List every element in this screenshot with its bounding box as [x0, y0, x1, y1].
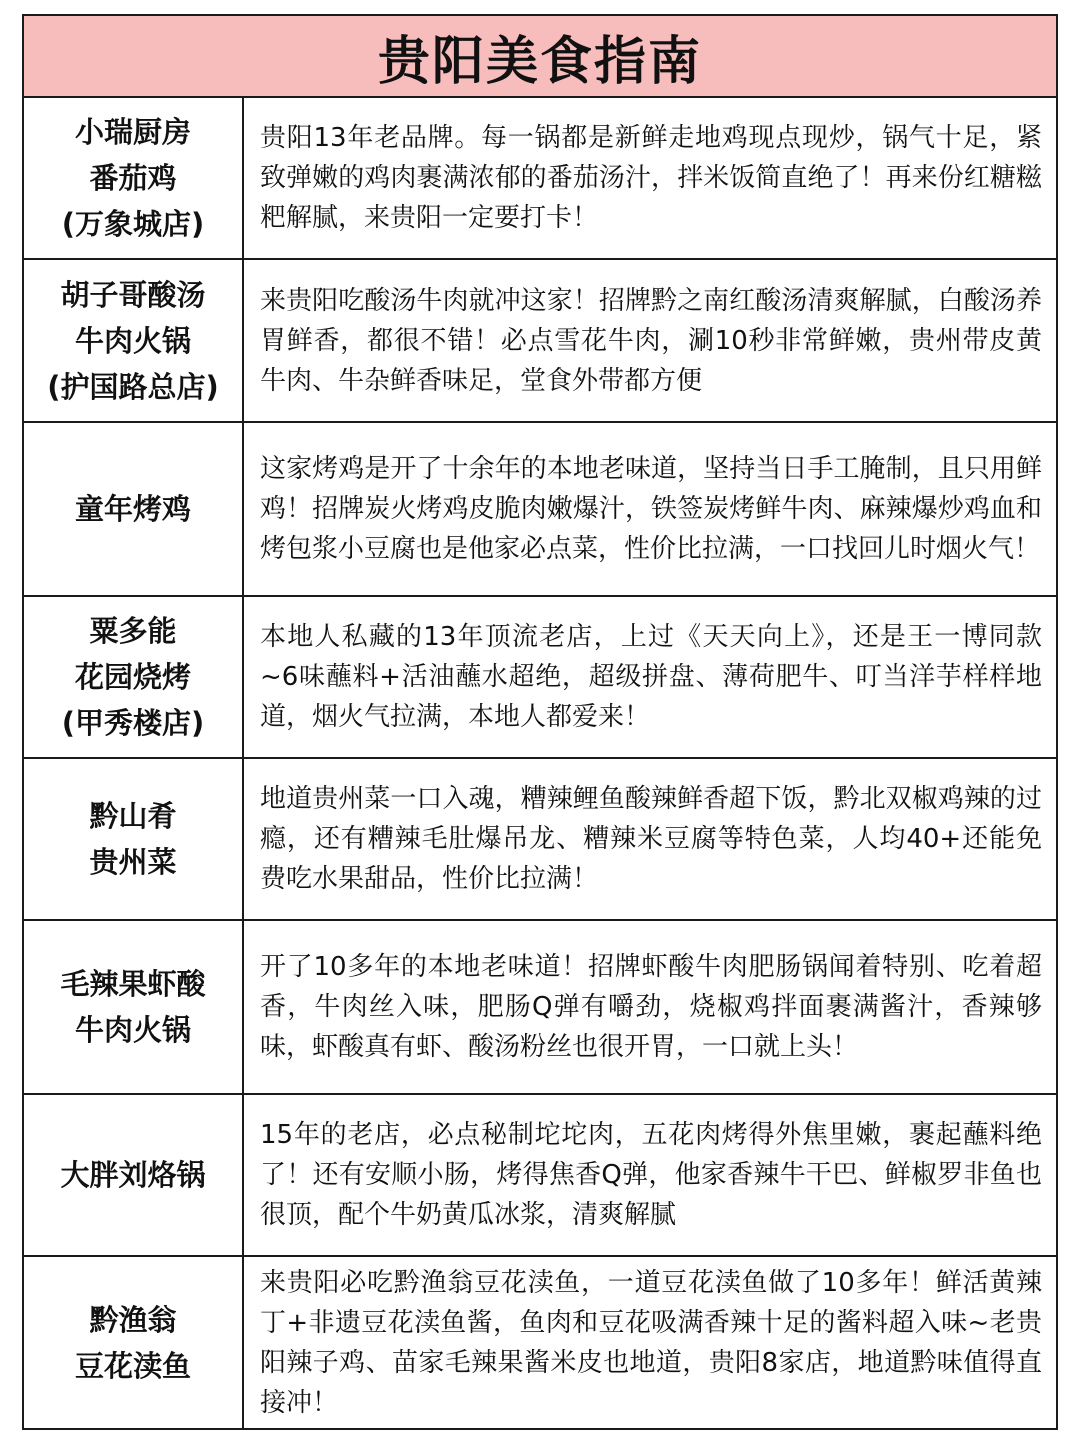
table-row [24, 1095, 1056, 1257]
restaurant-name: 胡子哥酸汤 牛肉火锅 (护国路总店) [47, 277, 219, 404]
restaurant-description: 地道贵州菜一口入魂，糟辣鲤鱼酸辣鲜香超下饭，黔北双椒鸡辣的过瘾，还有糟辣毛肚爆吊龙、糟辣米豆腐等特色菜，人均40+还能免费吃水果甜品，性价比拉满！ [260, 784, 1042, 894]
restaurant-name: 黔渔翁 豆花渎鱼 [74, 1302, 191, 1383]
table-row [24, 597, 1056, 759]
table-row [24, 260, 1056, 423]
restaurant-description-cell [244, 759, 1056, 919]
food-guide-table [22, 14, 1058, 1430]
table-row [24, 423, 1056, 597]
restaurant-name-cell [24, 759, 244, 919]
restaurant-name: 粟多能 花园烧烤 (甲秀楼店) [61, 614, 205, 740]
restaurant-name: 小瑞厨房 番茄鸡 (万象城店) [61, 115, 205, 241]
restaurant-name: 大胖刘烙锅 [60, 1158, 206, 1192]
restaurant-description-cell [244, 1257, 1056, 1428]
restaurant-description-cell [244, 423, 1056, 595]
restaurant-name-cell [24, 98, 244, 258]
restaurant-description: 这家烤鸡是开了十余年的本地老味道，坚持当日手工腌制，且只用鲜鸡！招牌炭火烤鸡皮脆肉嫩爆汁，铁签炭烤鲜牛肉、麻辣爆炒鸡血和烤包浆小豆腐也是他家必点菜，性价比拉满，一口找回儿时烟火气！ [260, 454, 1042, 564]
restaurant-description-cell [244, 98, 1056, 258]
restaurant-description: 15年的老店，必点秘制坨坨肉，五花肉烤得外焦里嫩，裹起蘸料绝了！还有安顺小肠，烤得焦香Q弹，他家香辣牛干巴、鲜椒罗非鱼也很顶，配个牛奶黄瓜冰浆，清爽解腻 [260, 1120, 1042, 1230]
table-row [24, 98, 1056, 260]
restaurant-description: 贵阳13年老品牌。每一锅都是新鲜走地鸡现点现炒，锅气十足，紧致弹嫩的鸡肉裹满浓郁的番茄汤汁，拌米饭简直绝了！再来份红糖糍粑解腻，来贵阳一定要打卡！ [260, 123, 1042, 233]
restaurant-name: 黔山肴 贵州菜 [89, 799, 177, 879]
title-bar [24, 16, 1056, 98]
restaurant-description: 来贵阳吃酸汤牛肉就冲这家！招牌黔之南红酸汤清爽解腻，白酸汤养胃鲜香，都很不错！必点雪花牛肉，涮10秒非常鲜嫩，贵州带皮黄牛肉、牛杂鲜香味足，堂食外带都方便 [260, 285, 1042, 396]
table-row [24, 1257, 1056, 1428]
restaurant-name-cell [24, 260, 244, 421]
restaurant-description-cell [244, 1095, 1056, 1255]
restaurant-name-cell [24, 921, 244, 1093]
restaurant-description: 本地人私藏的13年顶流老店，上过《天天向上》，还是王一博同款~6味蘸料+活油蘸水超绝，超级拼盘、薄荷肥牛、叮当洋芋样样地道，烟火气拉满，本地人都爱来！ [260, 622, 1042, 732]
restaurant-description: 开了10多年的本地老味道！招牌虾酸牛肉肥肠锅闻着特别、吃着超香，牛肉丝入味，肥肠Q弹有嚼劲，烧椒鸡拌面裹满酱汁，香辣够味，虾酸真有虾、酸汤粉丝也很开胃，一口就上头！ [260, 952, 1042, 1062]
restaurant-name-cell [24, 597, 244, 757]
restaurant-name-cell [24, 1257, 244, 1428]
page-title: 贵阳美食指南 [377, 31, 702, 92]
restaurant-description-cell [244, 260, 1056, 421]
restaurant-name-cell [24, 423, 244, 595]
restaurant-name: 毛辣果虾酸 牛肉火锅 [60, 967, 206, 1047]
restaurant-name: 童年烤鸡 [74, 492, 191, 526]
table-row [24, 759, 1056, 921]
restaurant-description-cell [244, 921, 1056, 1093]
restaurant-description-cell [244, 597, 1056, 757]
restaurant-description: 来贵阳必吃黔渔翁豆花渎鱼，一道豆花渎鱼做了10多年！鲜活黄辣丁+非遗豆花渎鱼酱，鱼肉和豆花吸满香辣十足的酱料超入味~老贵阳辣子鸡、苗家毛辣果酱米皮也地道，贵阳8家店，地道黔味值得直接冲！ [260, 1267, 1042, 1418]
table-row [24, 921, 1056, 1095]
restaurant-name-cell [24, 1095, 244, 1255]
